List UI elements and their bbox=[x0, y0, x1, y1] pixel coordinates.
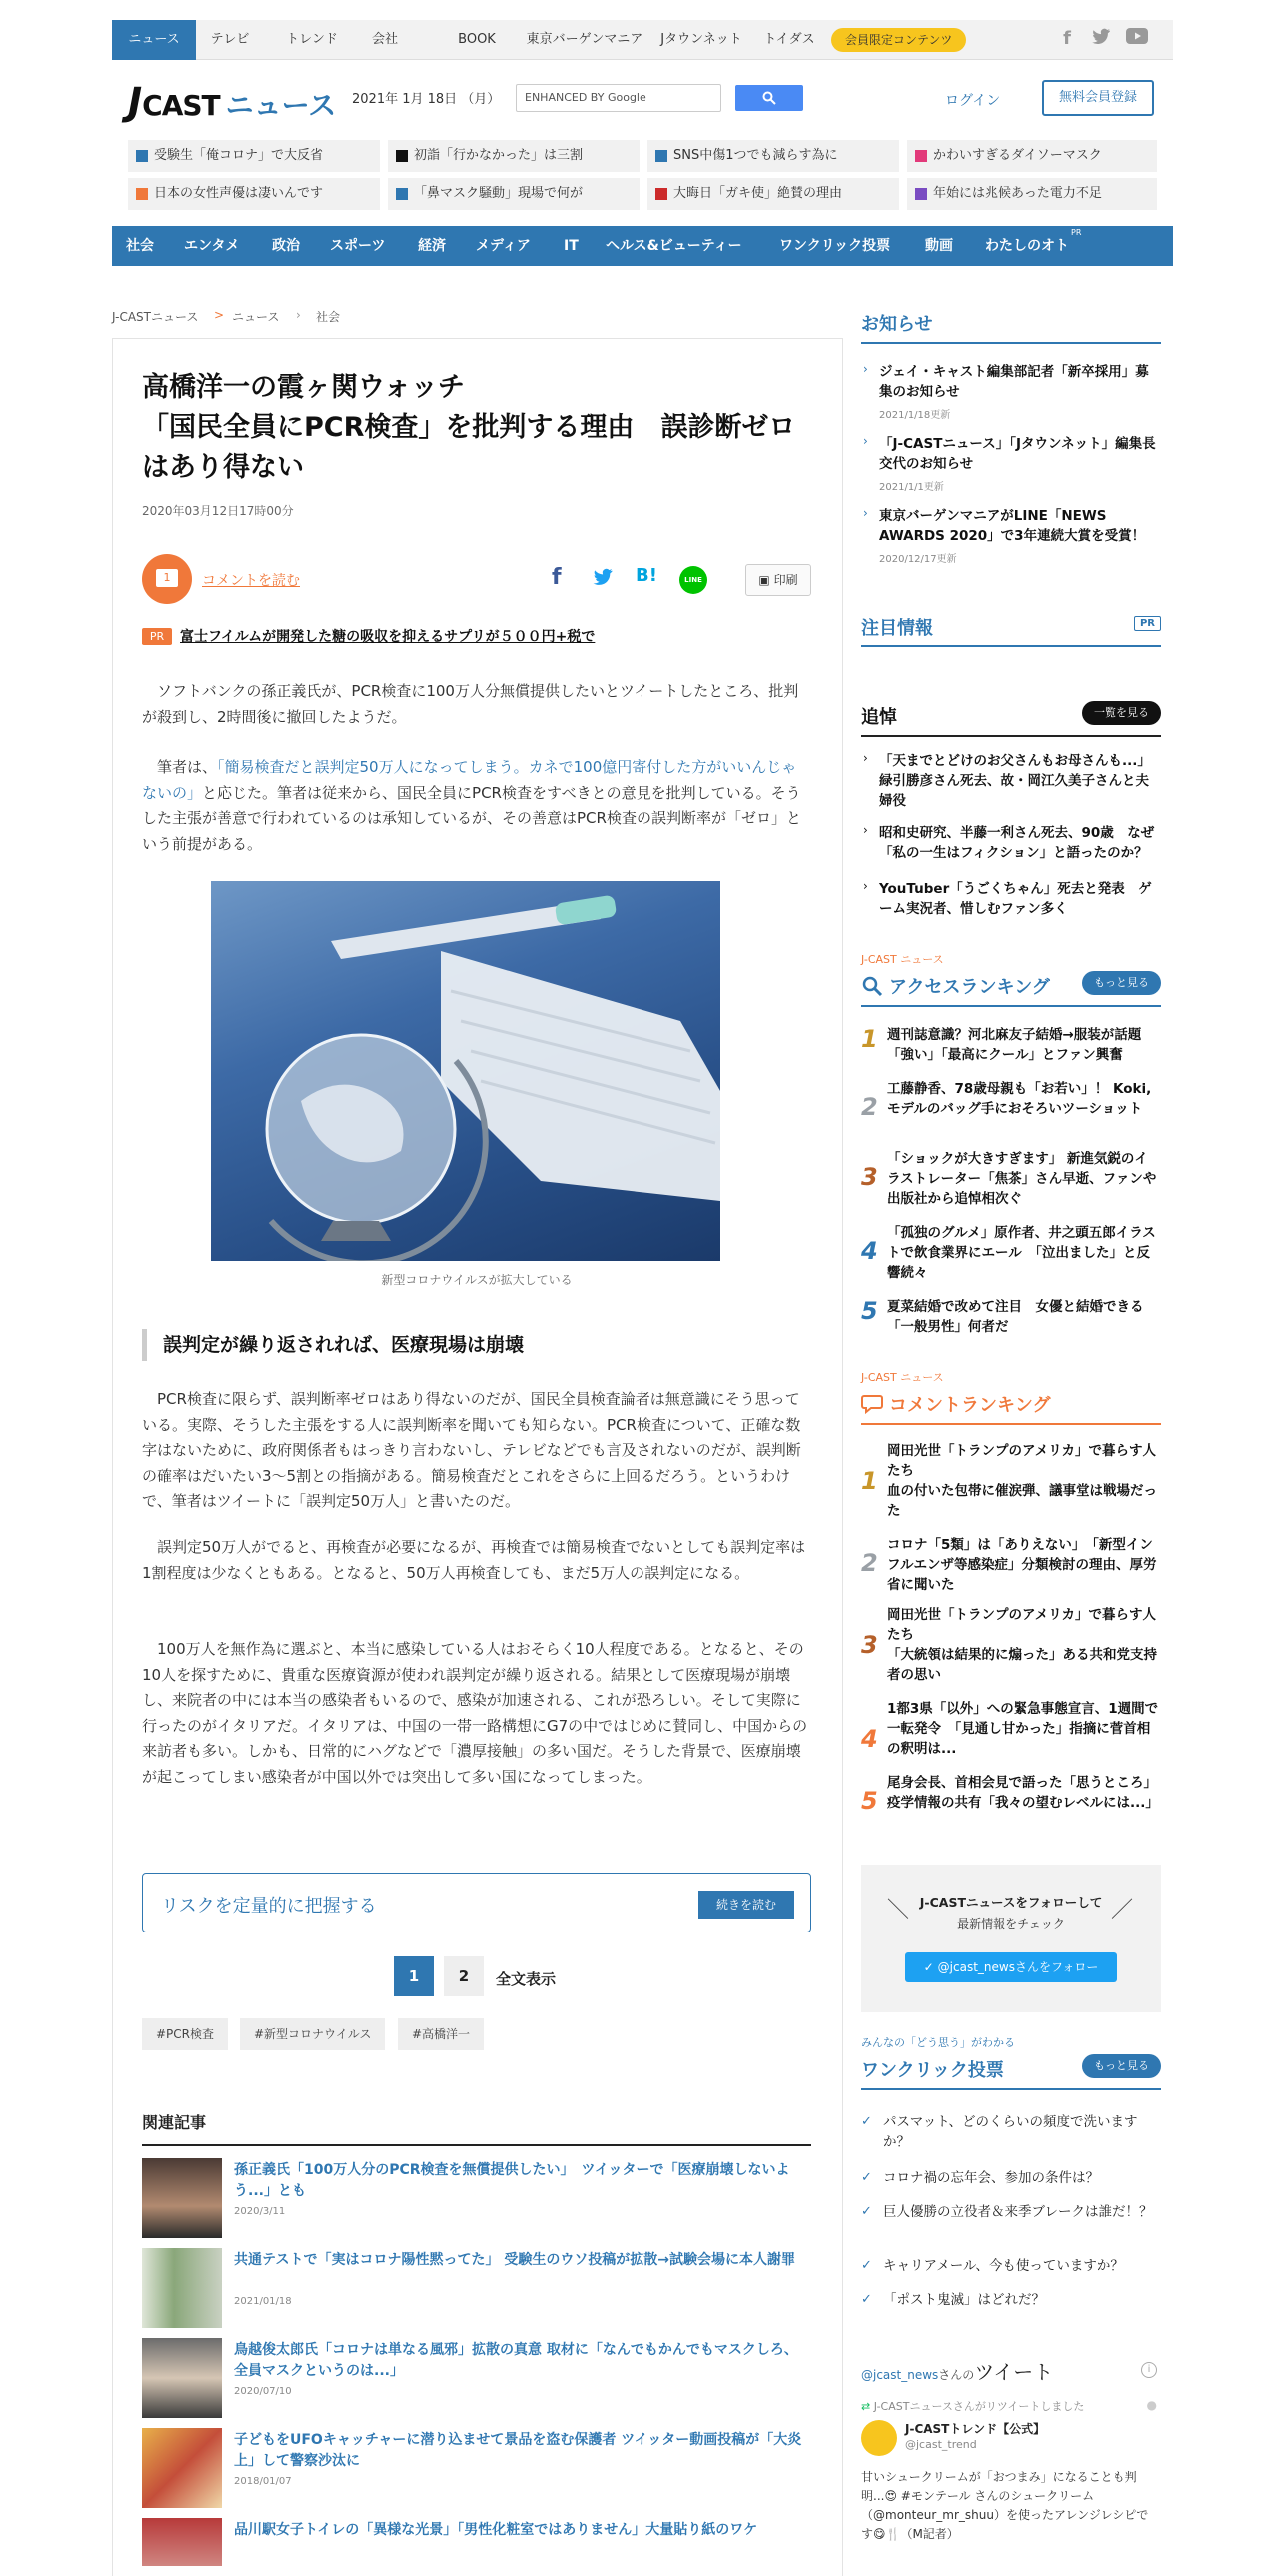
twitter-bird-icon: ● bbox=[1146, 2398, 1157, 2412]
print-button[interactable] bbox=[745, 564, 811, 596]
slash-right-icon: ／ bbox=[1111, 1898, 1134, 1923]
related-thumbnail bbox=[142, 2338, 222, 2418]
notice-title[interactable]: 東京バーゲンマニアがLINE「NEWS AWARDS 2020」で3年連続大賞を受賞！ bbox=[879, 508, 1146, 544]
page-1-button[interactable]: 1 bbox=[394, 1956, 434, 1996]
trend-label: SNS中傷1つでも減らす為に bbox=[673, 148, 838, 163]
header-date: 2021年 1月 18日 （月） bbox=[352, 92, 501, 107]
comment-count: 1 bbox=[156, 569, 178, 587]
related-thumbnail bbox=[142, 2428, 222, 2508]
retweet-note: J-CASTニュースさんがリツイートしました bbox=[873, 2400, 1085, 2413]
continue-title: リスクを定量的に把握する bbox=[161, 1896, 377, 1917]
rank-title[interactable]: 工藤静香、78歳母親も「お若い」！ Koki,モデルのバッグ手におそろいツーショット bbox=[887, 1081, 1152, 1117]
breadcrumb-home[interactable]: J-CASTニュース bbox=[112, 310, 199, 324]
notice-date: 2021/1/18更新 bbox=[879, 410, 951, 421]
tag-pcr[interactable]: #PCR検査 bbox=[142, 2018, 228, 2050]
tweet-text: 甘いシュークリームが「おつまみ」になることも判明...😍 #モンテール さんのシュークリーム（@monteur_mr_shuu）を使ったアレンジレシピです😋🍴（M記者） bbox=[861, 2470, 1149, 2541]
check-icon: ✓ bbox=[861, 2114, 872, 2129]
print-label: 印刷 bbox=[773, 573, 798, 587]
chevron-right-icon: › bbox=[863, 823, 868, 837]
paragraph-2 bbox=[142, 755, 811, 857]
topbar-news[interactable]: ニュース bbox=[112, 20, 196, 60]
tweet-suffix: さんの bbox=[938, 2368, 975, 2382]
tsuitou-title-item[interactable]: 「天までとどけのお父さんもお母さんも...」 緑引勝彦さん死去、故・岡江久美子さんと夫婦役 bbox=[879, 753, 1158, 809]
member-content-badge[interactable]: 会員限定コンテンツ bbox=[831, 28, 966, 52]
topbar-book[interactable]: BOOK bbox=[458, 32, 496, 47]
full-text-link[interactable]: 全文表示 bbox=[496, 1970, 557, 1988]
breadcrumb-society[interactable]: 社会 bbox=[316, 310, 341, 324]
retweet-row bbox=[861, 2398, 1084, 2414]
trend-item[interactable] bbox=[647, 140, 899, 172]
rank-title[interactable]: コロナ「5類」は「ありえない」 「新型インフルエンザ等感染症」分類検討の理由、厚労省に聞いた bbox=[887, 1537, 1157, 1593]
nav-economy[interactable]: 経済 bbox=[418, 238, 446, 254]
tweet-account-id[interactable]: @jcast_trend bbox=[905, 2438, 977, 2451]
rank-title[interactable]: 「孤独のグルメ」原作者、井之頭五郎イラストで飲食業界にエール 「泣出ました」と反響続々 bbox=[887, 1225, 1156, 1281]
section-heading: 誤判定が繰り返されれば、医療現場は崩壊 bbox=[142, 1329, 811, 1361]
paragraph-3: PCR検査に限らず、誤判断率ゼロはあり得ないのだが、国民全員検査論者は無意識にそう思っている。実際、そうした主張をする人に誤判断率を聞いても知らない。PCR検査について、正確な数字はないために、政府関係者もはっきり言わないし、テレビなどでも言及されないのだが、誤判断の確率はだいたい3～5割との指摘がある。簡易検査だとこれをさらに上回るだろう。というわけで、筆者はツイートに「誤判定50万人」と書いたのだ。 bbox=[142, 1390, 801, 1510]
tweet-account-name[interactable]: J-CASTトレンド【公式】 bbox=[905, 2422, 1046, 2436]
trend-label: 初詣「行かなかった」は三割 bbox=[414, 148, 584, 163]
logo-j: J bbox=[128, 80, 143, 124]
trend-item[interactable] bbox=[907, 140, 1157, 172]
trend-square-icon bbox=[136, 188, 148, 200]
related-date: 2018/01/07 bbox=[234, 2476, 292, 2487]
topbar-bargain[interactable]: 東京バーゲンマニア bbox=[526, 32, 643, 47]
rank-title[interactable]: 岡田光世「トランプのアメリカ」で暮らす人たち 血の付いた包帯に催涙弾、議事堂は戦場だった bbox=[887, 1443, 1157, 1519]
related-title[interactable]: 孫正義氏「100万人分のPCR検査を無償提供したい」 ツイッターで「医療崩壊しないよう...」とも bbox=[234, 2162, 790, 2199]
related-item[interactable] bbox=[142, 2428, 811, 2508]
related-title[interactable]: 品川駅女子トイレの「異様な光景」「男性化粧室ではありません」大量貼り紙のワケ bbox=[234, 2522, 758, 2538]
topbar-tv[interactable]: テレビ bbox=[210, 32, 250, 47]
check-icon: ✓ bbox=[861, 2292, 872, 2307]
related-thumbnail bbox=[142, 2518, 222, 2566]
nav-politics[interactable]: 政治 bbox=[272, 238, 300, 254]
tweet-title: ツイート bbox=[974, 2360, 1054, 2384]
featured-pr-badge: PR bbox=[1134, 616, 1161, 631]
line-share-icon[interactable]: LINE bbox=[679, 566, 707, 594]
topbar-company[interactable]: 会社 bbox=[371, 32, 398, 47]
breadcrumb-separator-icon: > bbox=[214, 308, 225, 322]
trend-square-icon bbox=[655, 150, 667, 162]
rank-number: 2 bbox=[861, 1549, 878, 1577]
rank-title[interactable]: 夏菜結婚で改めて注目 女優と結婚できる「一般男性」何者だ bbox=[887, 1299, 1144, 1335]
tweet-widget-header bbox=[861, 2356, 1161, 2388]
nav-video[interactable]: 動画 bbox=[925, 238, 953, 254]
notice-date: 2021/1/1更新 bbox=[879, 482, 944, 493]
chevron-right-icon: › bbox=[863, 506, 868, 520]
check-icon: ✓ bbox=[861, 2258, 872, 2273]
p2-post: と応じた。筆者は従来から、国民全員にPCR検査をすべきとの意見を批判している。そうした主張が善意で行われているのは承知しているが、その善意はPCR検査の誤判断率が「ゼロ」という前提がある。 bbox=[142, 783, 801, 853]
paragraph-5: 100万人を無作為に選ぶと、本当に感染している人はおそらく10人程度である。となると、その10人を探すために、貴重な医療資源が使われ誤判定が繰り返される。結果として医療現場が崩壊し、来院者の中には本当の感染者もいるので、感染が加速される、これが恐ろしい。そして実際に行ったのがイタリアだ。イタリアは、中国の一帯一路構想にG7の中ではじめに賛同し、中国からの来訪者も多い。しかも、日常的にハグなどで「濃厚接触」の多い国だ。そうした背景で、医療崩壊が起こってしまい感染者が中国以外では突出して多い国になってしまった。 bbox=[142, 1640, 808, 1786]
trend-label: 年始には兆候あった電力不足 bbox=[933, 186, 1102, 201]
related-title[interactable]: 鳥越俊太郎氏「コロナは単なる風邪」拡散の真意 取材に「なんでもかんでもマスクしろ、全員マスクというのは...」 bbox=[234, 2342, 798, 2379]
rank-number: 2 bbox=[861, 1093, 878, 1121]
related-date: 2020/3/11 bbox=[234, 2206, 286, 2217]
search-icon bbox=[762, 91, 776, 105]
related-date: 2021/01/18 bbox=[234, 2296, 292, 2307]
related-thumbnail bbox=[142, 2248, 222, 2328]
chevron-right-icon: › bbox=[863, 879, 868, 893]
facebook-share-icon[interactable]: f bbox=[552, 565, 562, 590]
jcast-news-label: J-CAST ニュース bbox=[861, 953, 944, 966]
trend-item[interactable] bbox=[647, 178, 899, 210]
poll-heading bbox=[861, 2056, 1161, 2090]
print-icon: ▣ bbox=[758, 573, 770, 587]
continue-button[interactable]: 続きを読む bbox=[698, 1891, 794, 1919]
poll-kicker: みんなの「どう思う」がわかる bbox=[861, 2036, 1015, 2049]
chevron-right-icon: › bbox=[863, 751, 868, 765]
search-person-icon bbox=[861, 975, 883, 997]
trend-square-icon bbox=[655, 188, 667, 200]
rank-title[interactable]: 週刊誌意識？河北麻友子結婚→服装が話題「強い」「最高にクール」とファン興奮 bbox=[887, 1027, 1142, 1063]
related-date: 2020/07/10 bbox=[234, 2386, 292, 2397]
related-item[interactable] bbox=[142, 2158, 811, 2238]
related-title[interactable]: 共通テストで「実はコロナ陽性黙ってた」 受験生のウソ投稿が拡散→試験会場に本人謝罪 bbox=[234, 2252, 796, 2268]
trend-square-icon bbox=[915, 150, 927, 162]
jcast-news-label: J-CAST ニュース bbox=[861, 1371, 944, 1384]
check-icon: ✓ bbox=[861, 2170, 872, 2185]
twitter-follow-button[interactable] bbox=[905, 1952, 1117, 1982]
info-icon[interactable]: i bbox=[1141, 2362, 1157, 2378]
trend-item[interactable] bbox=[128, 140, 380, 172]
nav-society[interactable]: 社会 bbox=[126, 238, 154, 254]
trend-item[interactable] bbox=[907, 178, 1157, 210]
paragraph-4: 誤判定50万人がでると、再検査が必要になるが、再検査では簡易検査でないとしても誤判定率は1割程度は少なくともある。となると、50万人再検査しても、まだ5万人の誤判定になる。 bbox=[142, 1538, 806, 1582]
comment-link[interactable]: コメントを読む bbox=[202, 573, 300, 589]
tweet-card bbox=[861, 2398, 1161, 2566]
related-item[interactable] bbox=[142, 2248, 811, 2328]
trend-square-icon bbox=[396, 150, 408, 162]
nav-sports[interactable]: スポーツ bbox=[330, 238, 386, 254]
nav-health[interactable]: ヘルス&ビューティー bbox=[606, 238, 742, 254]
follow-button-label: @jcast_newsさんをフォロー bbox=[937, 1960, 1099, 1974]
article-title bbox=[142, 368, 821, 488]
rank-number: 4 bbox=[861, 1725, 878, 1753]
twitter-icon[interactable] bbox=[1089, 28, 1113, 51]
comment-count-badge[interactable] bbox=[142, 554, 192, 604]
nav-watashi[interactable]: わたしのオト bbox=[985, 238, 1069, 254]
rank-number: 3 bbox=[861, 1631, 878, 1659]
notice-heading: お知らせ bbox=[861, 310, 1161, 344]
tag-takahashi[interactable]: #高橋洋一 bbox=[398, 2018, 484, 2050]
top-bar bbox=[112, 20, 1173, 60]
poll-question[interactable]: コロナ禍の忘年会、参加の条件は？ bbox=[883, 2170, 1099, 2186]
rank-title[interactable]: 「ショックが大きすぎます」 新進気鋭のイラストレーター「焦茶」さん早逝、ファンや出版社から追悼相次ぐ bbox=[887, 1151, 1157, 1207]
poll-more-button[interactable]: もっと見る bbox=[1082, 2054, 1161, 2078]
featured-title: 注目情報 bbox=[861, 618, 933, 639]
site-logo[interactable] bbox=[128, 80, 337, 124]
rank-title[interactable]: 尾身会長、首相会見で語った「思うところ」 疫学情報の共有「我々の望むレベルには...」 bbox=[887, 1775, 1164, 1811]
logo-news: ニュース bbox=[225, 89, 337, 122]
access-more-button[interactable]: もっと見る bbox=[1082, 971, 1161, 995]
poll-question[interactable]: キャリアメール、今も使っていますか？ bbox=[883, 2258, 1124, 2274]
follow-box bbox=[861, 1865, 1161, 2012]
register-button[interactable]: 無料会員登録 bbox=[1042, 80, 1154, 116]
comment-ranking-title: コメントランキング bbox=[889, 1395, 1051, 1416]
topbar-toidas[interactable]: トイダス bbox=[763, 32, 815, 47]
logo-cast: CAST bbox=[142, 89, 220, 122]
trend-label: 「鼻マスク騒動」現場で何が bbox=[414, 186, 584, 201]
pr-badge: PR bbox=[142, 628, 172, 645]
nav-it[interactable]: IT bbox=[564, 238, 579, 254]
poll-question[interactable]: 「ポスト鬼滅」はどれだ？ bbox=[883, 2292, 1045, 2308]
topbar-jtown[interactable]: Jタウンネット bbox=[660, 32, 742, 47]
rank-title[interactable]: 1都3県「以外」への緊急事態宣言、1週間で一転発令 「見通し甘かった」指摘に菅首相の釈明は... bbox=[887, 1701, 1159, 1757]
featured-heading bbox=[861, 614, 1161, 647]
trend-item[interactable] bbox=[388, 140, 640, 172]
youtube-icon[interactable] bbox=[1125, 28, 1149, 49]
chevron-right-icon: › bbox=[863, 362, 868, 376]
notice-title[interactable]: ジェイ・キャスト編集部記者「新卒採用」募集のお知らせ bbox=[879, 364, 1149, 400]
trend-item[interactable] bbox=[388, 178, 640, 210]
follow-line-2: 最新情報をチェック bbox=[957, 1917, 1065, 1931]
p2-quote: 「簡易検査だと誤判定50万人になってしまう。カネで100億円寄付した方がいいんじゃないの」 bbox=[142, 758, 797, 802]
rank-number: 1 bbox=[861, 1025, 878, 1053]
notice-date: 2020/12/17更新 bbox=[879, 554, 957, 565]
nav-entame[interactable]: エンタメ bbox=[184, 238, 240, 254]
rank-number: 5 bbox=[861, 1787, 878, 1815]
check-icon: ✓ bbox=[861, 2204, 872, 2219]
related-item[interactable] bbox=[142, 2518, 811, 2566]
rank-number: 5 bbox=[861, 1297, 878, 1325]
publish-date: 2020年03月12日17時00分 bbox=[142, 504, 294, 518]
rank-number: 3 bbox=[861, 1163, 878, 1191]
tag-covid[interactable]: #新型コロナウイルス bbox=[240, 2018, 385, 2050]
trend-label: 日本の女性声優は凄いんです bbox=[154, 186, 324, 201]
main-nav bbox=[112, 226, 1173, 266]
related-item[interactable] bbox=[142, 2338, 811, 2418]
poll-question[interactable]: 巨人優勝の立役者＆来季ブレークは誰だ！？ bbox=[883, 2204, 1153, 2220]
tsuitou-more-button[interactable]: 一覧を見る bbox=[1082, 701, 1161, 725]
rank-title[interactable]: 岡田光世「トランプのアメリカ」で暮らす人たち 「大統領は結果的に煽った」ある共和党支持者の思い bbox=[887, 1607, 1157, 1683]
tsuitou-title: 追悼 bbox=[861, 707, 897, 728]
notice-title[interactable]: 「J-CASTニュース」「Jタウンネット」編集長交代のお知らせ bbox=[879, 436, 1156, 472]
mask-globe-illustration bbox=[211, 881, 720, 1261]
poll-title: ワンクリック投票 bbox=[861, 2060, 1004, 2081]
rank-number: 1 bbox=[861, 1467, 878, 1495]
chevron-right-icon: › bbox=[863, 434, 868, 448]
related-thumbnail bbox=[142, 2158, 222, 2238]
search-input[interactable]: ENHANCED BY Google bbox=[516, 84, 721, 112]
trend-square-icon bbox=[136, 150, 148, 162]
slash-left-icon: ＼ bbox=[887, 1898, 910, 1923]
continue-box[interactable] bbox=[142, 1873, 811, 1932]
rank-number: 4 bbox=[861, 1237, 878, 1265]
title-line-1: 高橋洋一の霞ヶ関ウォッチ bbox=[142, 372, 465, 403]
nav-media[interactable]: メディア bbox=[476, 238, 531, 254]
tsuitou-heading bbox=[861, 703, 1161, 737]
page-2-button[interactable]: 2 bbox=[444, 1956, 484, 1996]
breadcrumb-news[interactable]: ニュース bbox=[232, 310, 280, 324]
facebook-icon[interactable]: f bbox=[1063, 28, 1071, 49]
topbar-trend[interactable]: トレンド bbox=[286, 32, 338, 47]
access-ranking-heading bbox=[861, 973, 1161, 1007]
photo-caption: 新型コロナウイルスが拡大している bbox=[381, 1273, 573, 1287]
article-photo bbox=[211, 881, 720, 1261]
tsuitou-title-item[interactable]: 昭和史研究、半藤一利さん死去、90歳 なぜ「私の一生はフィクション」と語ったのか？ bbox=[879, 825, 1155, 861]
p2-pre: 筆者は、 bbox=[157, 758, 218, 776]
trend-label: 大晦日「ガキ使」絶賛の理由 bbox=[673, 186, 843, 201]
search-button[interactable] bbox=[735, 85, 803, 111]
comment-ranking-heading bbox=[861, 1391, 1161, 1425]
trend-label: かわいすぎるダイソーマスク bbox=[933, 148, 1102, 163]
paragraph-1: ソフトバンクの孫正義氏が、PCR検査に100万人分無償提供したいとツイートしたところ、批判が殺到し、2時間後に撤回したようだ。 bbox=[142, 682, 799, 726]
title-line-2: 「国民全員にPCR検査」を批判する理由 誤診断ゼロはあり得ない bbox=[142, 412, 796, 483]
twitter-share-icon[interactable] bbox=[592, 568, 614, 592]
nav-oneclick[interactable]: ワンクリック投票 bbox=[779, 238, 891, 254]
trend-item[interactable] bbox=[128, 178, 380, 210]
nav-pr-mark: PR bbox=[1071, 228, 1082, 237]
hatena-share-icon[interactable]: B! bbox=[636, 565, 657, 586]
login-link[interactable]: ログイン bbox=[945, 93, 1001, 109]
tsuitou-title-item[interactable]: YouTuber「うごくちゃん」死去と発表 ゲーム実況者、惜しむファン多く bbox=[879, 881, 1152, 917]
poll-question[interactable]: パスマット、どのくらいの頻度で洗いますか？ bbox=[883, 2114, 1138, 2150]
tweet-avatar[interactable] bbox=[861, 2420, 897, 2456]
comment-bubble-icon bbox=[861, 1393, 885, 1415]
follow-line-1: J-CASTニュースをフォローして bbox=[919, 1895, 1103, 1910]
trend-square-icon bbox=[396, 188, 408, 200]
twitter-bird-icon: ✓ bbox=[923, 1960, 934, 1974]
tweet-handle[interactable]: @jcast_news bbox=[861, 2368, 939, 2382]
access-ranking-title: アクセスランキング bbox=[889, 977, 1050, 998]
related-title[interactable]: 子どもをUFOキャッチャーに潜り込ませて景品を盗む保護者 ツイッター動画投稿が「大炎上」して警察沙汰に bbox=[234, 2432, 802, 2469]
trend-label: 受験生「俺コロナ」で大反省 bbox=[154, 148, 324, 163]
related-heading: 関連記事 bbox=[142, 2110, 811, 2146]
trend-square-icon bbox=[915, 188, 927, 200]
pr-link[interactable]: 富士フイルムが開発した糖の吸収を抑えるサプリが５００円+税で bbox=[180, 629, 596, 644]
retweet-icon: ⇄ bbox=[861, 2400, 874, 2413]
breadcrumb-separator-icon: › bbox=[296, 308, 301, 322]
